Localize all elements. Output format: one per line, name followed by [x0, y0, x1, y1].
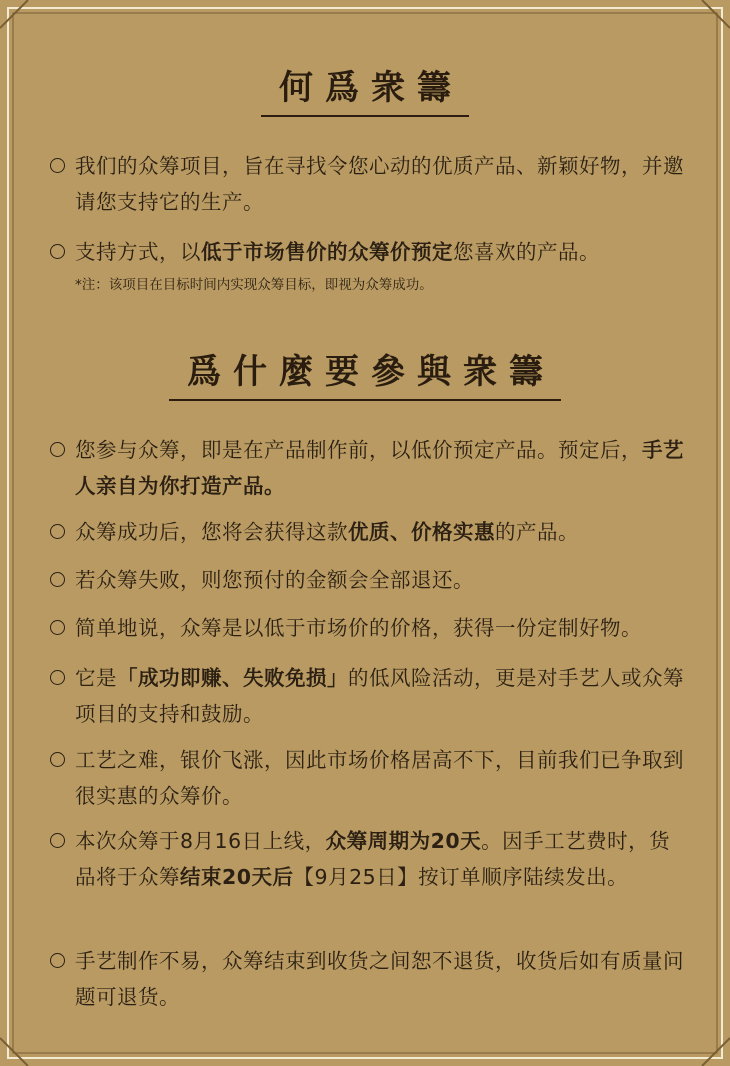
list-item [50, 234, 690, 270]
footnote: *注：该项目在目标时间内实现众筹目标，即视为众筹成功。 [75, 277, 433, 293]
list-item-text: 简单地说，众筹是以低于市场价的价格，获得一份定制好物。 [75, 616, 642, 640]
list-item [50, 148, 690, 220]
list-item [50, 823, 690, 895]
list-item [50, 514, 690, 550]
list-item [50, 943, 690, 1015]
list-item-text: 我们的众筹项目，旨在寻找令您心动的优质产品、新颖好物，并邀请您支持它的生产。 [75, 154, 684, 214]
list-item-text: 它是「成功即赚、失败免损」的低风险活动，更是对手艺人或众筹项目的支持和鼓励。 [75, 666, 684, 726]
list-item-text: 众筹成功后，您将会获得这款优质、价格实惠的产品。 [75, 520, 579, 544]
circle-bullet-icon [50, 158, 65, 173]
circle-bullet-icon [50, 833, 65, 848]
circle-bullet-icon [50, 524, 65, 539]
circle-bullet-icon [50, 752, 65, 767]
circle-bullet-icon [50, 244, 65, 259]
circle-bullet-icon [50, 572, 65, 587]
circle-bullet-icon [50, 620, 65, 635]
circle-bullet-icon [50, 442, 65, 457]
circle-bullet-icon [50, 953, 65, 968]
circle-bullet-icon [50, 670, 65, 685]
list-item [50, 610, 690, 646]
list-item-text: 手艺制作不易，众筹结束到收货之间恕不退货，收货后如有质量问题可退货。 [75, 949, 684, 1009]
section-title-why-participate: 爲什麼要參與衆籌 [0, 344, 730, 401]
list-item-text: 支持方式，以低于市场售价的众筹价预定您喜欢的产品。 [75, 240, 600, 264]
section-title-what-is-crowdfunding: 何爲衆籌 [0, 60, 730, 117]
list-item-text: 工艺之难，银价飞涨，因此市场价格居高不下，目前我们已争取到很实惠的众筹价。 [75, 748, 684, 808]
list-item-text: 您参与众筹，即是在产品制作前，以低价预定产品。预定后，手艺人亲自为你打造产品。 [75, 438, 684, 498]
list-item-text: 若众筹失败，则您预付的金额会全部退还。 [75, 568, 474, 592]
list-item [50, 660, 690, 732]
list-item [50, 742, 690, 814]
list-item [50, 562, 690, 598]
list-item [50, 432, 690, 504]
list-item-text: 本次众筹于8月16日上线，众筹周期为20天。因手工艺费时，货品将于众筹结束20天后【9月25日】按订单顺序陆续发出。 [75, 829, 671, 889]
